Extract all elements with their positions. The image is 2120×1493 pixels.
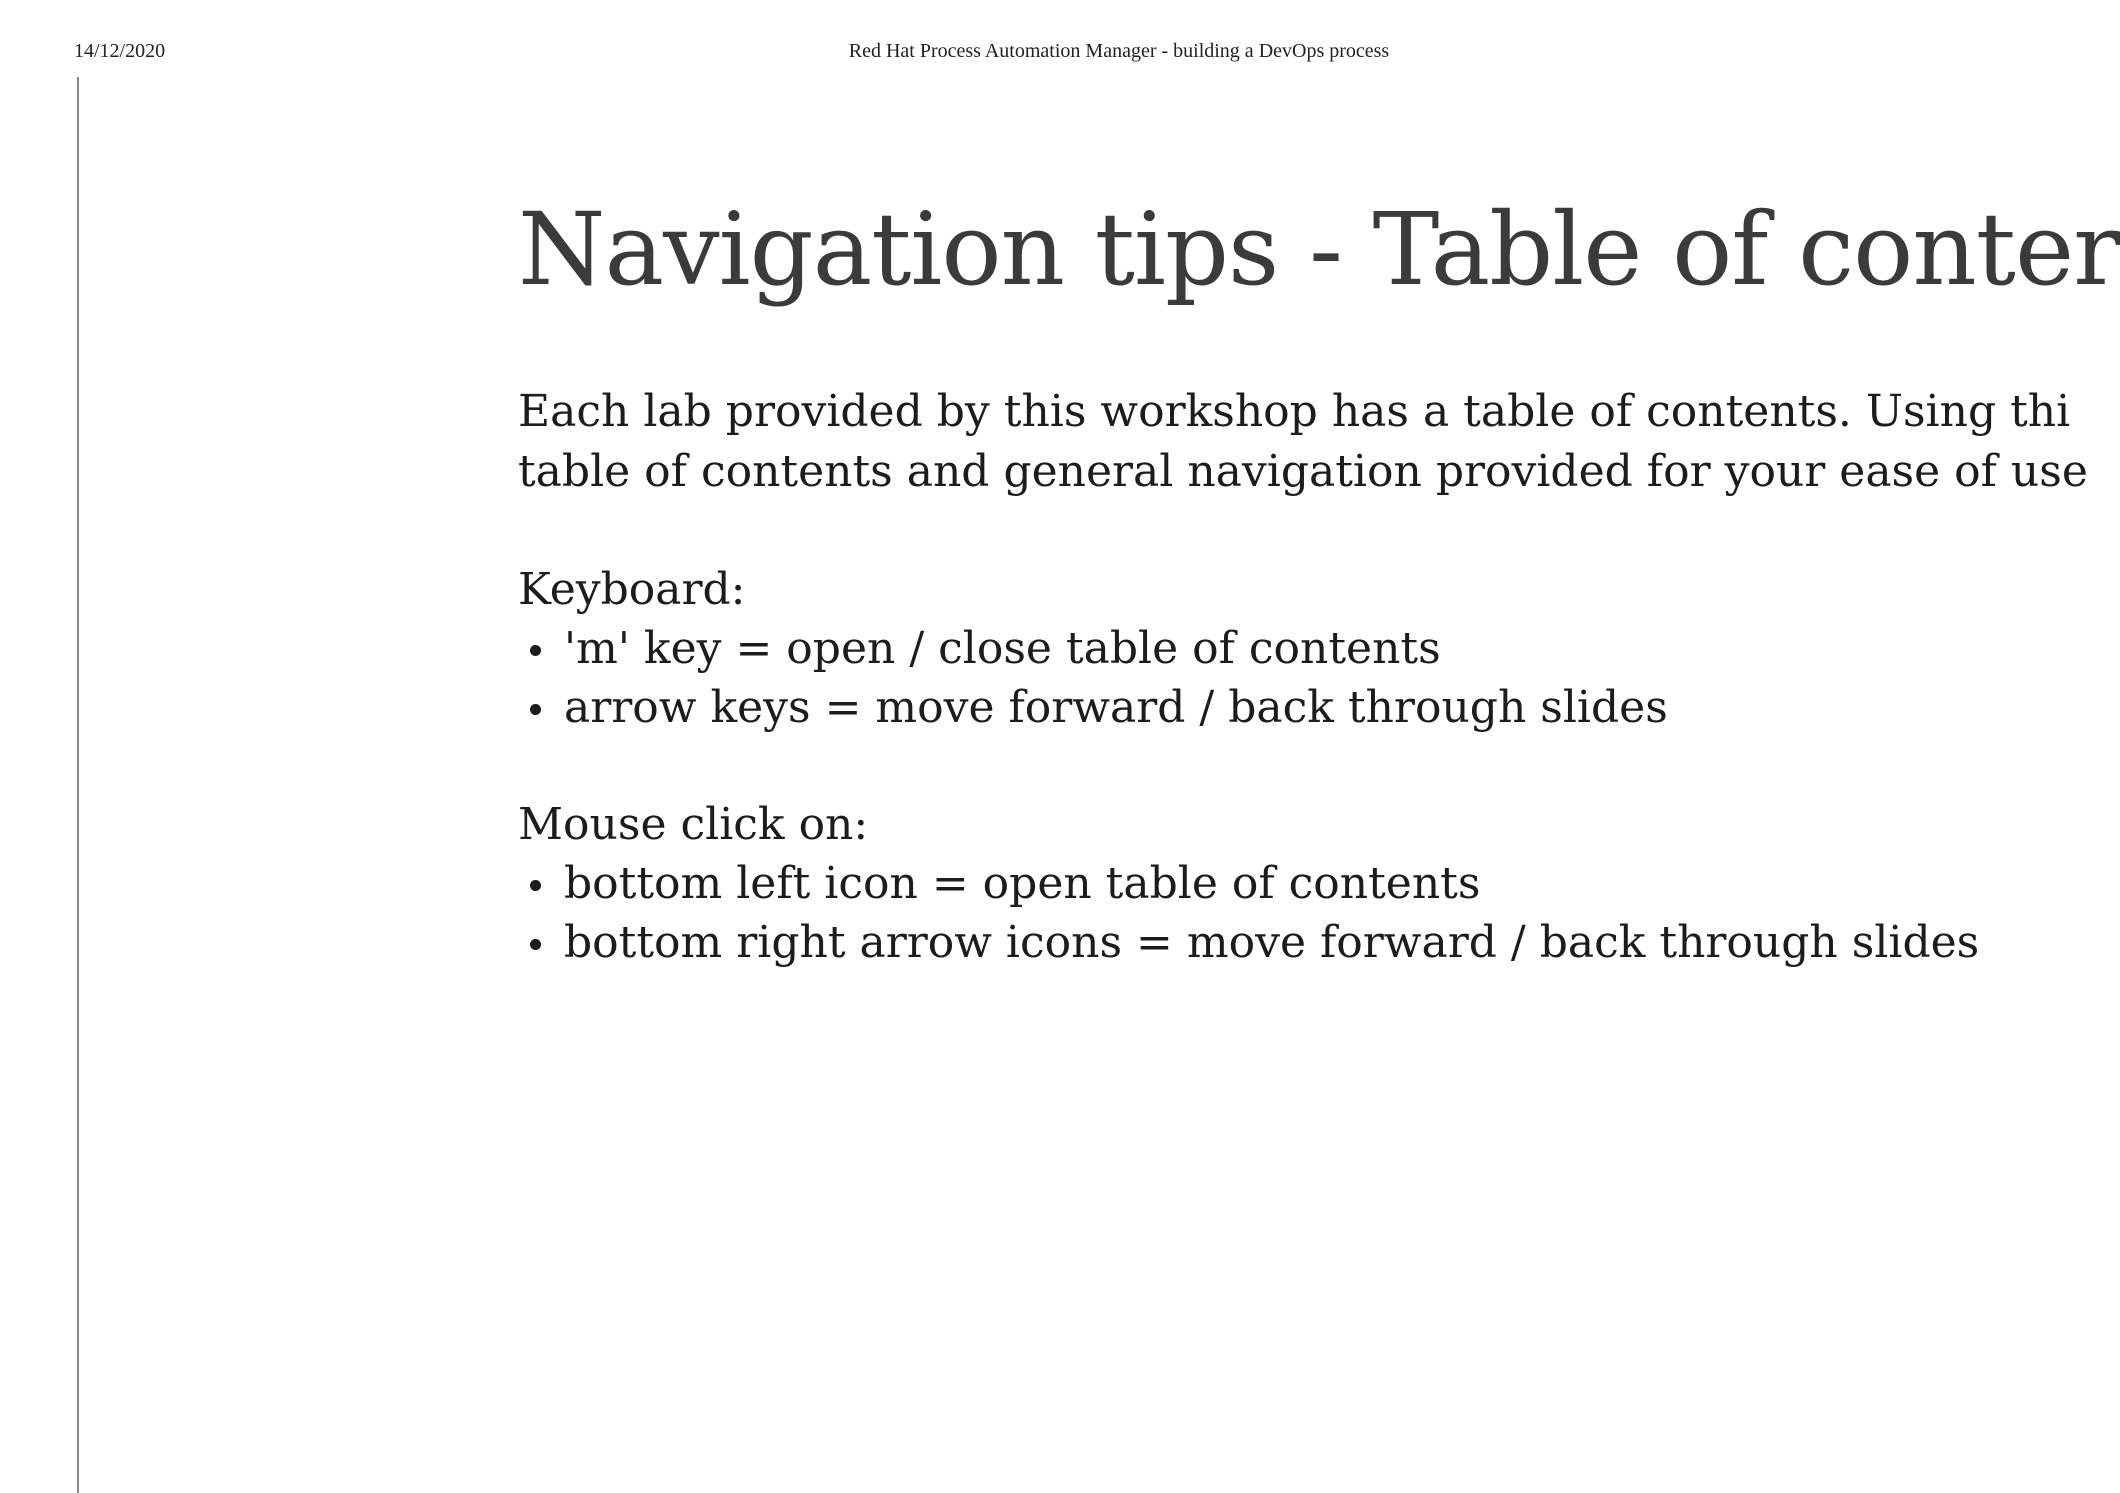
list-item xyxy=(518,913,1980,972)
list-item-text: arrow keys = move forward / back through slides xyxy=(564,682,1668,733)
keyboard-section xyxy=(518,560,1922,737)
mouse-section xyxy=(518,795,1980,972)
intro-line: table of contents and general navigation provided for your ease of use xyxy=(518,446,2088,497)
mouse-list xyxy=(518,854,1980,972)
print-document-title: Red Hat Process Automation Manager - building a DevOps process xyxy=(848,40,1390,62)
page-left-rule xyxy=(77,77,79,1493)
list-item-text: bottom right arrow icons = move forward / back through slides xyxy=(564,917,1980,968)
slide-content xyxy=(518,180,2120,1380)
mouse-heading: Mouse click on: xyxy=(518,799,869,850)
list-item-text: bottom left icon = open table of contents xyxy=(564,858,1481,909)
bullet-icon xyxy=(530,880,541,891)
keyboard-heading: Keyboard: xyxy=(518,564,746,615)
list-item xyxy=(518,678,1922,737)
print-date: 14/12/2020 xyxy=(74,40,166,62)
list-item xyxy=(518,854,1922,913)
bullet-icon xyxy=(530,645,541,656)
list-item-text: 'm' key = open / close table of contents xyxy=(564,623,1441,674)
print-header xyxy=(0,40,2048,70)
bullet-icon xyxy=(530,704,541,715)
intro-paragraph xyxy=(518,382,2088,502)
keyboard-list xyxy=(518,619,1922,737)
slide-title: Navigation tips - Table of conter xyxy=(518,191,2120,308)
intro-line: Each lab provided by this workshop has a table of contents. Using thi xyxy=(518,386,2071,437)
list-item xyxy=(518,619,1922,678)
bullet-icon xyxy=(530,939,541,950)
